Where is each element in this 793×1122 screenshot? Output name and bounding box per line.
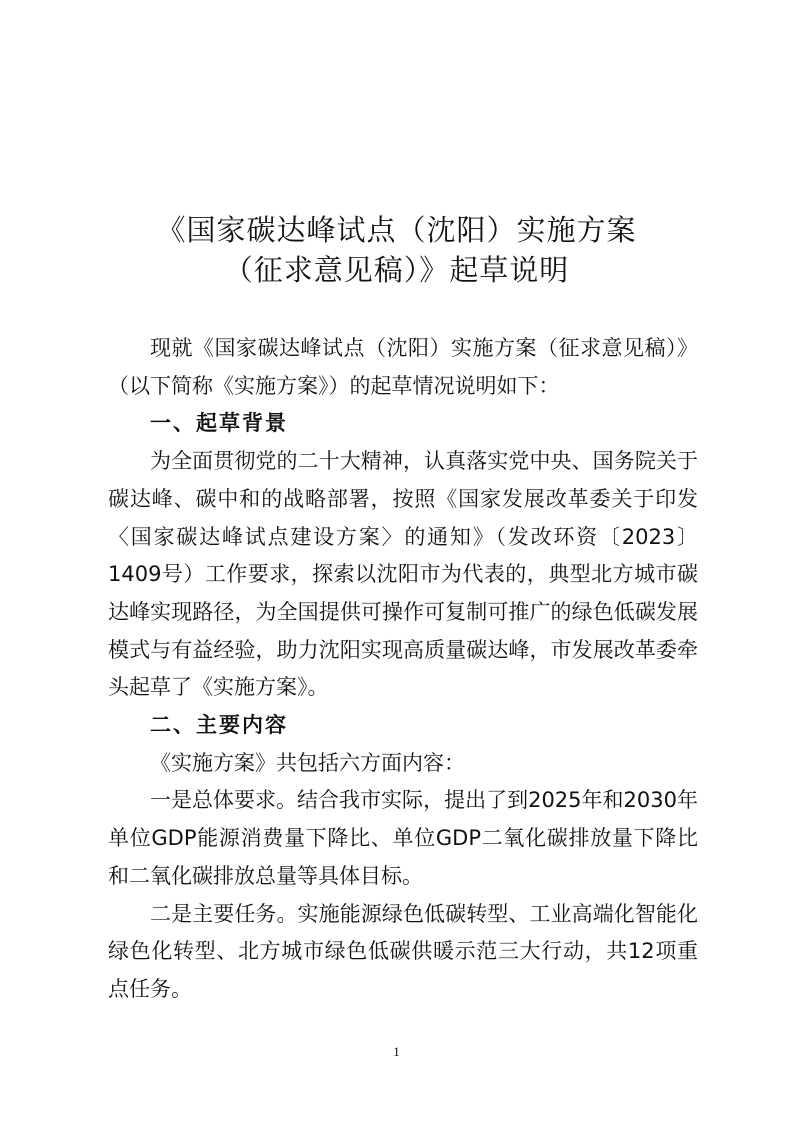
main-content-intro: 《实施方案》共包括六方面内容： (150, 750, 465, 775)
page-number: 1 (393, 1044, 400, 1059)
background-paragraph: 为全面贯彻党的二十大精神，认真落实党中央、国务院关于碳达峰、碳中和的战略部署，按照《国家发展改革委关于印发〈国家碳达峰试点建设方案〉的通知》（发改环资〔2023〕1409号）工作要求，探索以沈阳市为代表的，典型北方城市碳达峰实现路径，为全国提供可操作可复制可推广的绿色低碳发展模式与有益经验，助力沈阳实现高质量碳达峰，市发展改革委牵头起草了《实施方案》。 (108, 449, 698, 700)
content-item-overall-requirements: 一是总体要求。结合我市实际，提出了到2025年和2030年单位GDP能源消费量下降比、单位GDP二氧化碳排放量下降比和二氧化碳排放总量等具体目标。 (108, 788, 698, 888)
section-heading-background: 一、起草背景 (150, 411, 288, 436)
document-title-line-1: 《国家碳达峰试点（沈阳）实施方案 (156, 213, 637, 247)
document-title-line-2: （征求意见稿）》起草说明 (223, 253, 570, 287)
intro-paragraph: 现就《国家碳达峰试点（沈阳）实施方案（征求意见稿）》（以下简称《实施方案》）的起草情况说明如下： (108, 336, 698, 398)
document-body (108, 330, 698, 1009)
content-item-main-tasks: 二是主要任务。实施能源绿色低碳转型、工业高端化智能化绿色化转型、北方城市绿色低碳供暖示范三大行动，共12项重点任务。 (108, 901, 698, 1001)
section-heading-main-content: 二、主要内容 (150, 713, 288, 738)
